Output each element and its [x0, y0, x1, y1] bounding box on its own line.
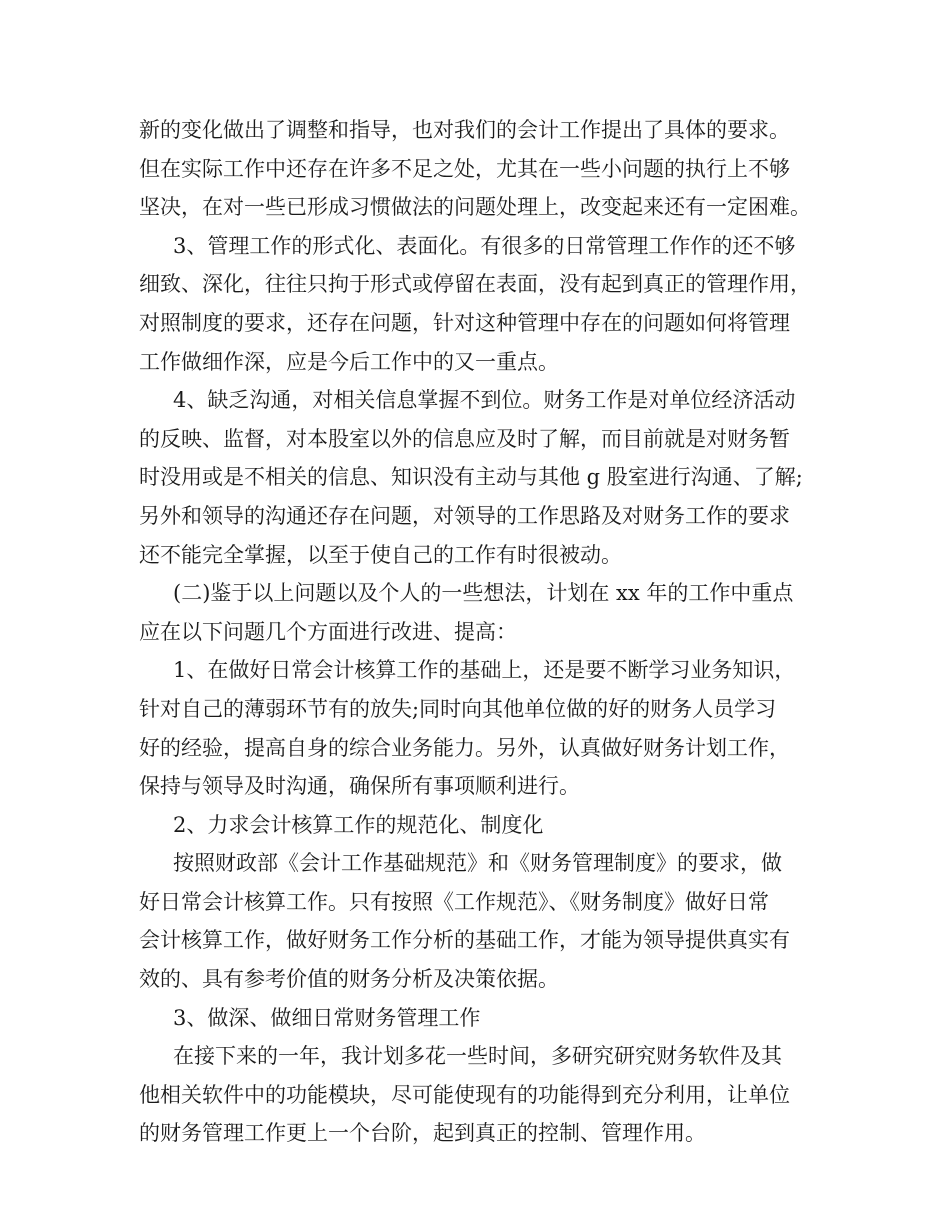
text-line: 时没用或是不相关的信息、知识没有主动与其他 g 股室进行沟通、了解; [139, 465, 803, 490]
text-line: 4、缺乏沟通，对相关信息掌握不到位。财务工作是对单位经济活动 [173, 388, 796, 413]
text-line: 好的经验，提高自身的综合业务能力。另外，认真做好财务计划工作， [139, 735, 790, 760]
text-line: 还不能完全掌握，以至于使自己的工作有时很被动。 [139, 542, 622, 567]
text-line: 按照财政部《会计工作基础规范》和《财务管理制度》的要求，做 [173, 851, 782, 876]
text-line: 的反映、监督，对本股室以外的信息应及时了解，而目前就是对财务暂 [139, 426, 790, 451]
text-line: (二)鉴于以上问题以及个人的一些想法，计划在 xx 年的工作中重点 [173, 581, 794, 606]
text-line: 好日常会计核算工作。只有按照《工作规范》、《财务制度》做好日常 [139, 889, 769, 914]
text-line: 细致、深化，往往只拘于形式或停留在表面，没有起到真正的管理作用， [139, 272, 811, 297]
text-line: 1、在做好日常会计核算工作的基础上，还是要不断学习业务知识， [173, 658, 796, 683]
text-line: 新的变化做出了调整和指导，也对我们的会计工作提出了具体的要求。 [139, 118, 790, 142]
text-line: 针对自己的薄弱环节有的放失;同时向其他单位做的好的财务人员学习 [139, 696, 777, 721]
text-line: 2、力求会计核算工作的规范化、制度化 [173, 812, 544, 837]
text-line: 保持与领导及时沟通，确保所有事项顺利进行。 [139, 774, 580, 799]
text-line: 对照制度的要求，还存在问题，针对这种管理中存在的问题如何将管理 [139, 310, 790, 335]
text-line: 的财务管理工作更上一个台阶，起到真正的控制、管理作用。 [139, 1121, 706, 1146]
text-line: 另外和领导的沟通还存在问题，对领导的工作思路及对财务工作的要求 [139, 503, 790, 528]
text-line: 会计核算工作，做好财务工作分析的基础工作，才能为领导提供真实有 [139, 928, 790, 953]
text-line: 工作做细作深，应是今后工作中的又一重点。 [139, 349, 559, 374]
text-line: 但在实际工作中还存在许多不足之处，尤其在一些小问题的执行上不够 [139, 156, 790, 181]
text-line: 他相关软件中的功能模块，尽可能使现有的功能得到充分利用，让单位 [139, 1082, 790, 1107]
text-line: 3、管理工作的形式化、表面化。有很多的日常管理工作作的还不够 [173, 233, 796, 258]
text-line: 坚决，在对一些已形成习惯做法的问题处理上，改变起来还有一定困难。 [139, 195, 811, 220]
text-line: 效的、具有参考价值的财务分析及决策依据。 [139, 967, 559, 992]
text-line: 在接下来的一年，我计划多花一些时间，多研究研究财务软件及其 [173, 1044, 782, 1069]
text-line: 3、做深、做细日常财务管理工作 [173, 1005, 481, 1030]
text-line: 应在以下问题几个方面进行改进、提高： [139, 619, 517, 644]
document-body [139, 111, 829, 1153]
